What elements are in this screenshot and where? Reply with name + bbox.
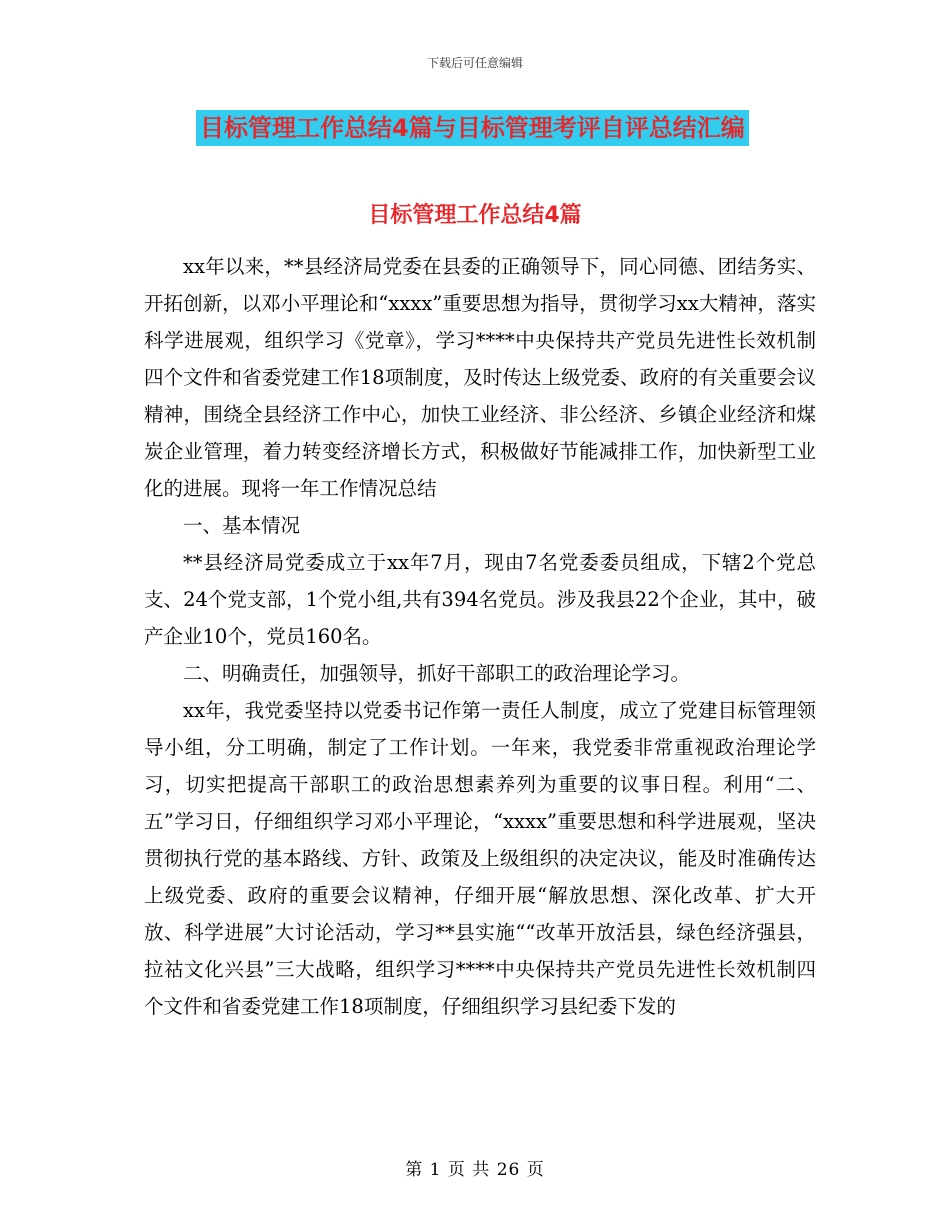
document-body [144,248,816,1025]
page-number-footer: 第 1 页 共 26 页 [405,1160,545,1180]
section-title: 目标管理工作总结4篇 [368,203,582,228]
heading-basic-situation: 一、基本情况 [183,514,301,537]
document-main-title: 目标管理工作总结4篇与目标管理考评自评总结汇编 [196,110,749,146]
paragraph-intro: xx年以来，**县经济局党委在县委的正确领导下，同心同德、团结务实、开拓创新，以邓小平理论和“xxxx”重要思想为指导，贯彻学习xx大精神，落实科学进展观，组织学习《党章》，学习****中央保持共产党员先进性长效机制四个文件和省委党建工作18项制度，及时传达上级党委、政府的有关重要会议精神，围绕全县经济工作中心，加快工业经济、非公经济、乡镇企业经济和煤炭企业管理，着力转变经济增长方式，积极做好节能减排工作，加快新型工业化的进展。现将一年工作情况总结 [144,255,816,500]
header-note: 下载后可任意编辑 [426,56,523,70]
heading-responsibility: 二、明确责任，加强领导，抓好干部职工的政治理论学习。 [183,662,691,685]
paragraph-responsibility: xx年，我党委坚持以党委书记作第一责任人制度，成立了党建目标管理领导小组，分工明确，制定了工作计划。一年来，我党委非常重视政治理论学习，切实把提高干部职工的政治思想素养列为重要的议事日程。利用“二、五”学习日，仔细组织学习邓小平理论，“xxxx”重要思想和科学进展观，坚决贯彻执行党的基本路线、方针、政策及上级组织的决定决议，能及时准确传达上级党委、政府的重要会议精神，仔细开展“解放思想、深化改革、扩大开放、科学进展”大讨论活动，学习**县实施““改革开放活县，绿色经济强县，拉祜文化兴县”三大战略，组织学习****中央保持共产党员先进性长效机制四个文件和省委党建工作18项制度，仔细组织学习县纪委下发的 [144,699,816,1018]
paragraph-basic-situation: **县经济局党委成立于xx年7月，现由7名党委委员组成，下辖2个党总支、24个党支部，1个党小组,共有394名党员。涉及我县22个企业，其中，破产企业10个，党员160名。 [144,551,816,648]
